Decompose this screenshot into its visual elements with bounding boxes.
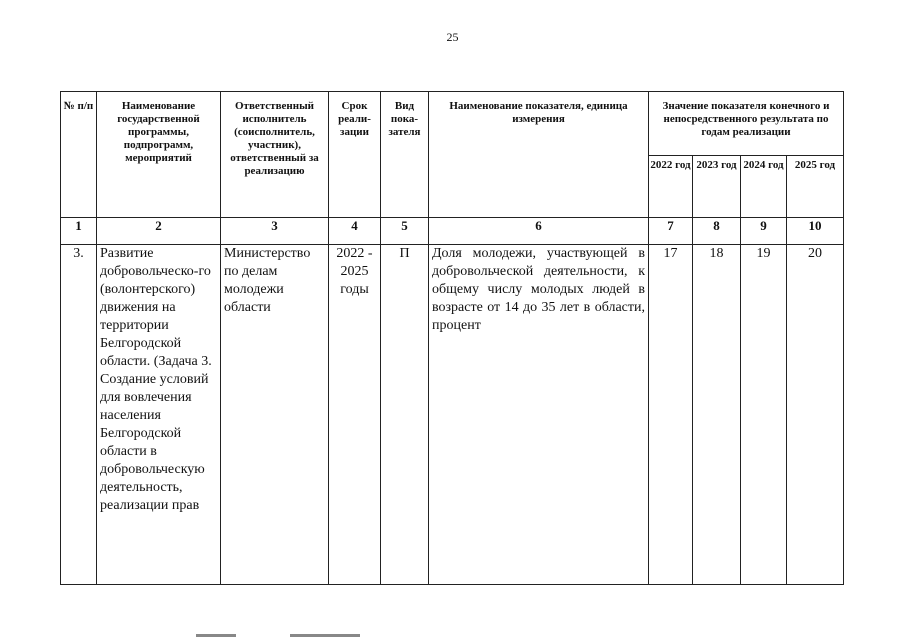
page-number: 25 [446, 30, 459, 44]
header-year-2024: 2024 год [741, 156, 787, 218]
value-2024-cell: 19 [741, 245, 787, 585]
column-number: 3 [221, 218, 329, 245]
executor-cell: Министерство по делам молодежи области [221, 245, 329, 585]
column-number: 2 [97, 218, 221, 245]
program-name-cell: Развитие добровольческо-го (волонтерского) движения на территории Белгородской области. (Задача 3. Создание условий для вовлечения населения Белгородской области в добровольческую деятельность, реализации прав [97, 245, 221, 585]
header-indicator-name: Наименование показателя, единица измерения [429, 92, 649, 218]
header-values-group: Значение показателя конечного и непосредственного результата по годам реализации [649, 92, 844, 156]
value-2025-cell: 20 [787, 245, 844, 585]
scan-artifact [290, 634, 360, 637]
header-executor: Ответственный исполнитель (соисполнитель, участник), ответственный за реализацию [221, 92, 329, 218]
column-number: 6 [429, 218, 649, 245]
table-row [61, 245, 844, 585]
indicator-name-cell: Доля молодежи, участвующей в добровольческой деятельности, к общему числу молодых людей в возрасте от 14 до 35 лет в области, процент [429, 245, 649, 585]
header-year-2025: 2025 год [787, 156, 844, 218]
column-number: 9 [741, 218, 787, 245]
column-number: 7 [649, 218, 693, 245]
header-row-number: № п/п [61, 92, 97, 218]
column-number: 5 [381, 218, 429, 245]
value-2022-cell: 17 [649, 245, 693, 585]
header-year-2023: 2023 год [693, 156, 741, 218]
term-cell: 2022 - 2025 годы [329, 245, 381, 585]
header-program-name: Наименование государственной программы, подпрограмм, мероприятий [97, 92, 221, 218]
header-indicator-type: Вид пока-зателя [381, 92, 429, 218]
column-number: 10 [787, 218, 844, 245]
column-number: 1 [61, 218, 97, 245]
header-term: Срок реали-зации [329, 92, 381, 218]
column-number: 4 [329, 218, 381, 245]
value-2023-cell: 18 [693, 245, 741, 585]
column-number: 8 [693, 218, 741, 245]
row-number: 3. [61, 245, 97, 585]
scan-artifact [196, 634, 236, 637]
header-year-2022: 2022 год [649, 156, 693, 218]
indicator-type-cell: П [381, 245, 429, 585]
indicator-table [60, 91, 844, 585]
